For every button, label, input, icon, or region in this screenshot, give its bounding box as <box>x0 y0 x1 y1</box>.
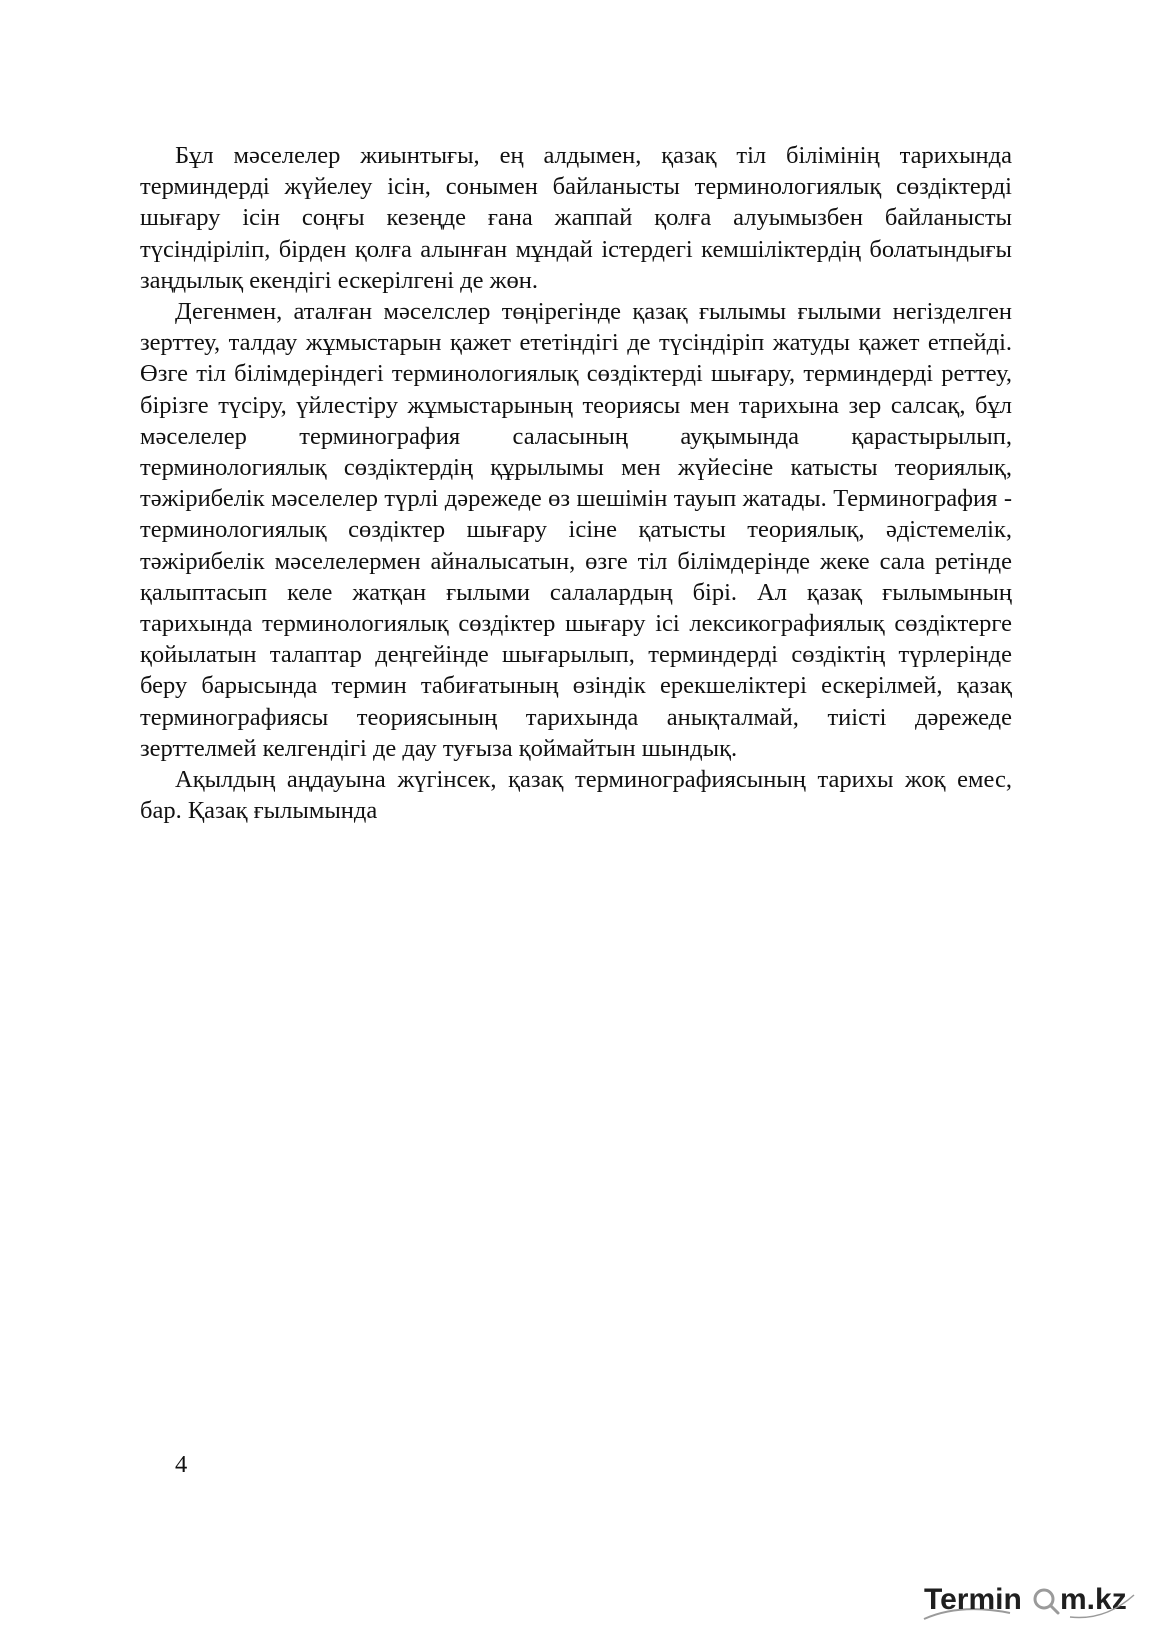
page-number: 4 <box>175 1451 188 1478</box>
paragraph-1: Бұл мәселелер жиынтығы, ең алдымен, қазақ тіл білімінің тарихында терминдерді жүйелеу ісін, сонымен байланысты терминологиялық сөздіктерді шығару ісін соңғы кезеңде ғана жаппай қолға алуымызбен байланысты түсіндіріліп, бірден қолға алынған мұндай істердегі кемшіліктердің болатындығы заңдылық екендігі ескерілгені де жөн. <box>140 142 1012 294</box>
magnifier-icon <box>1035 1590 1058 1613</box>
document-body <box>140 140 1012 826</box>
watermark-text-left: Termin <box>924 1583 1022 1616</box>
termincom-watermark <box>920 1573 1138 1623</box>
paragraph-3: Ақылдың аңдауына жүгінсек, қазақ терминографиясының тарихы жоқ емес, бар. Қазақ ғылымында <box>140 766 1012 825</box>
paragraph-2: Дегенмен, аталған мәселслер төңірегінде қазақ ғылымы ғылыми негізделген зерттеу, талдау жұмыстарын қажет ететіндігі де түсіндіріп жатуды қажет етпейді. Өзге тіл білімдеріндегі терминологиялық сөздіктерді шығару, терминдерді реттеу, бірізге түсіру, үйлестіру жұмыстарының теориясы мен тарихына зер салсақ, бұл мәселелер терминография саласының ауқымында қарастырылып, терминологиялық сөздіктердің құрылымы мен жүйесіне катысты теориялық, тәжірибелік мәселелер түрлі дәрежеде өз шешімін тауып жатады. Терминография - терминологиялық сөздіктер шығару ісіне қатысты теориялық, әдістемелік, тәжірибелік мәселелермен айналысатын, өзге тіл білімдерінде жеке сала ретінде қалыптасып келе жатқан ғылыми салалардың бірі. Ал қазақ ғылымының тарихында терминологиялық сөздіктер шығару ісі лексикографиялық сөздіктерге қойылатын талаптар деңгейінде шығарылып, терминдерді сөздіктің түрлерінде беру барысында термин табиғатының өзіндік ерекшеліктері ескерілмей, қазақ терминографиясы теориясының тарихында анықталмай, тиісті дәрежеде зерттелмей келгендігі де дау туғыза қоймайтын шындық. <box>140 298 1012 762</box>
watermark-text-right: m.kz <box>1060 1583 1127 1616</box>
watermark-logo <box>920 1573 1138 1623</box>
